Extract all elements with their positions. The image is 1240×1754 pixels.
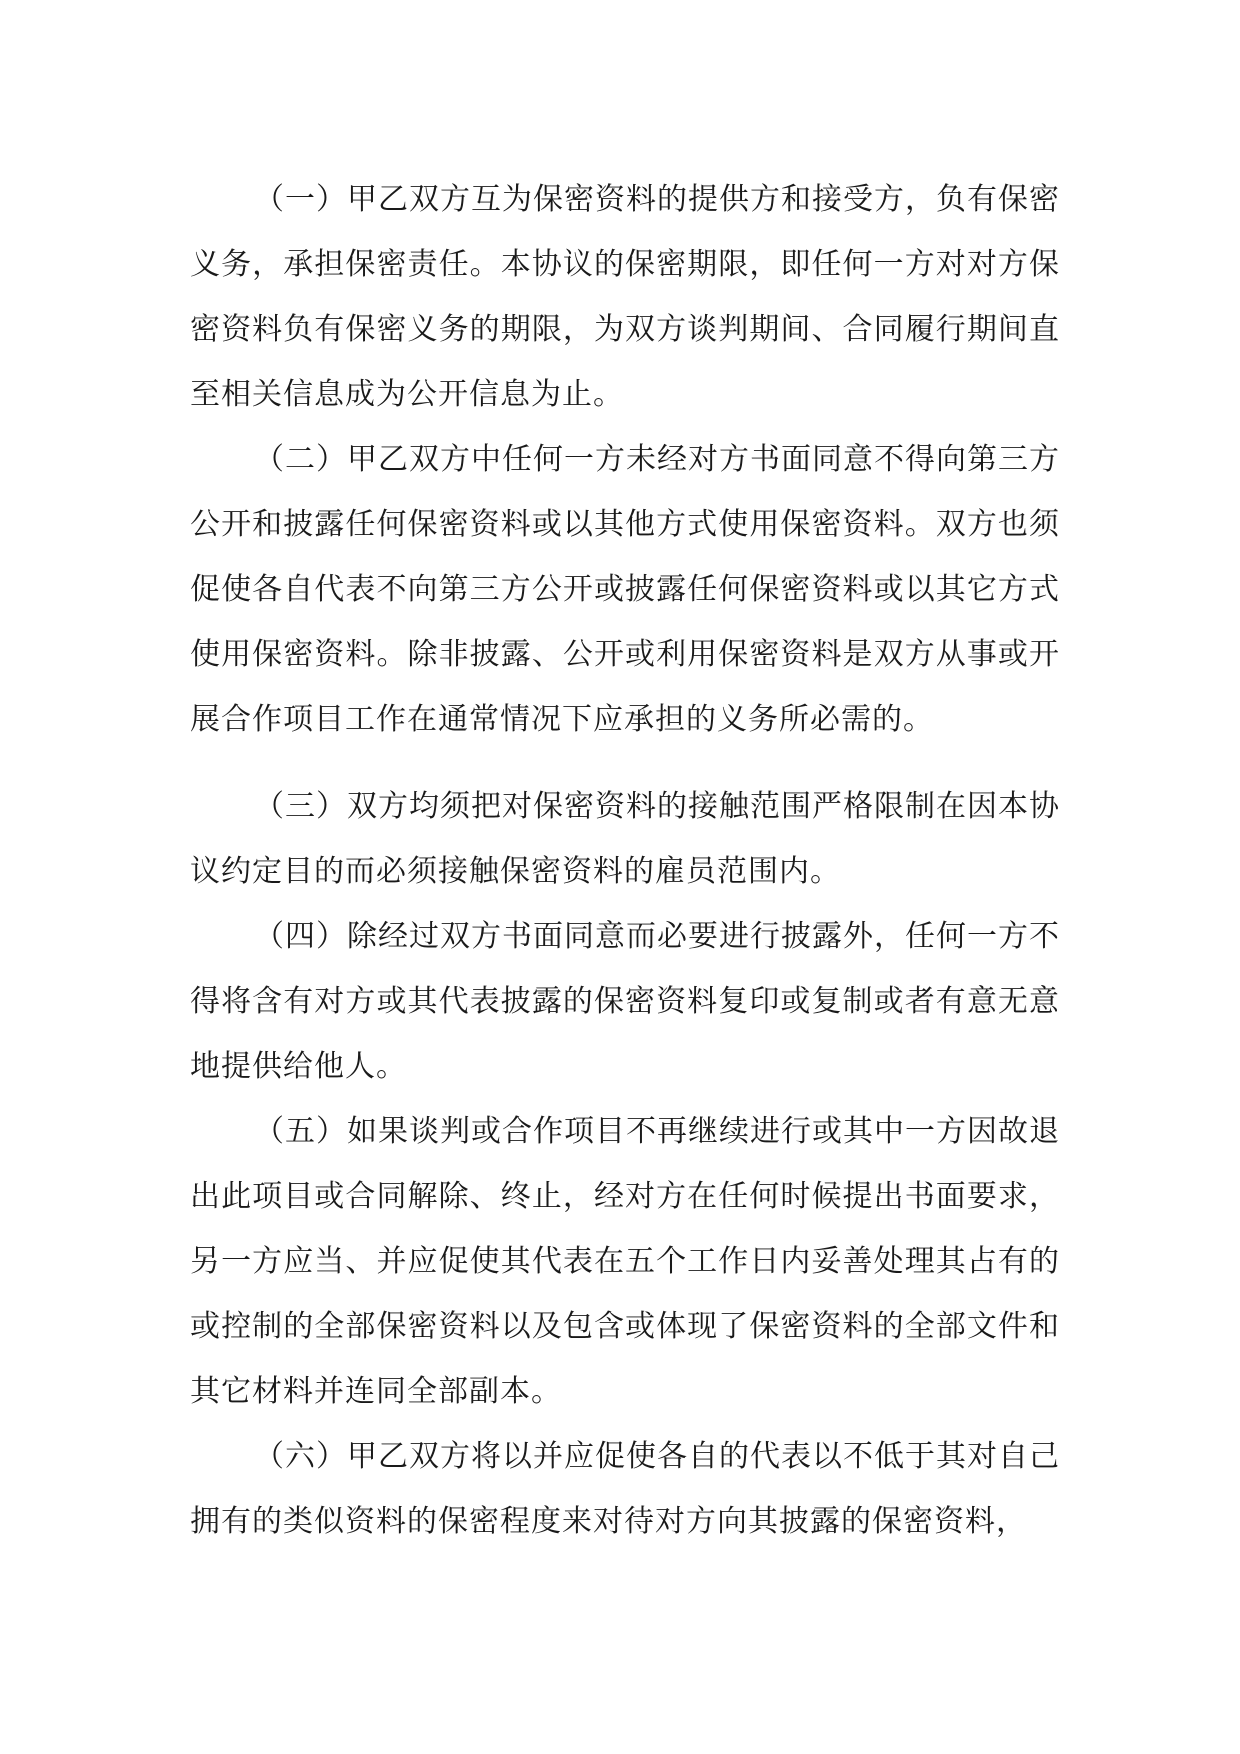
clause-2-paragraph: （二）甲乙双方中任何一方未经对方书面同意不得向第三方公开和披露任何保密资料或以其他方式使用保密资料。双方也须促使各自代表不向第三方公开或披露任何保密资料或以其它方式使用保密资料。除非披露、公开或利用保密资料是双方从事或开展合作项目工作在通常情况下应承担的义务所必需的。 <box>190 442 1060 737</box>
clause-6-paragraph: （六）甲乙双方将以并应促使各自的代表以不低于其对自己拥有的类似资料的保密程度来对待对方向其披露的保密资料， <box>190 1439 1060 1539</box>
clause-5-paragraph: （五）如果谈判或合作项目不再继续进行或其中一方因故退出此项目或合同解除、终止，经对方在任何时候提出书面要求，另一方应当、并应促使其代表在五个工作日内妥善处理其占有的或控制的全部保密资料以及包含或体现了保密资料的全部文件和其它材料并连同全部副本。 <box>190 1114 1060 1409</box>
document-body <box>190 167 1060 1554</box>
clause-3-paragraph: （三）双方均须把对保密资料的接触范围严格限制在因本协议约定目的而必须接触保密资料的雇员范围内。 <box>190 789 1060 889</box>
clause-1-paragraph: （一）甲乙双方互为保密资料的提供方和接受方，负有保密义务，承担保密责任。本协议的保密期限，即任何一方对对方保密资料负有保密义务的期限，为双方谈判期间、合同履行期间直至相关信息成为公开信息为止。 <box>190 182 1060 412</box>
clause-4-paragraph: （四）除经过双方书面同意而必要进行披露外，任何一方不得将含有对方或其代表披露的保密资料复印或复制或者有意无意地提供给他人。 <box>190 919 1060 1084</box>
